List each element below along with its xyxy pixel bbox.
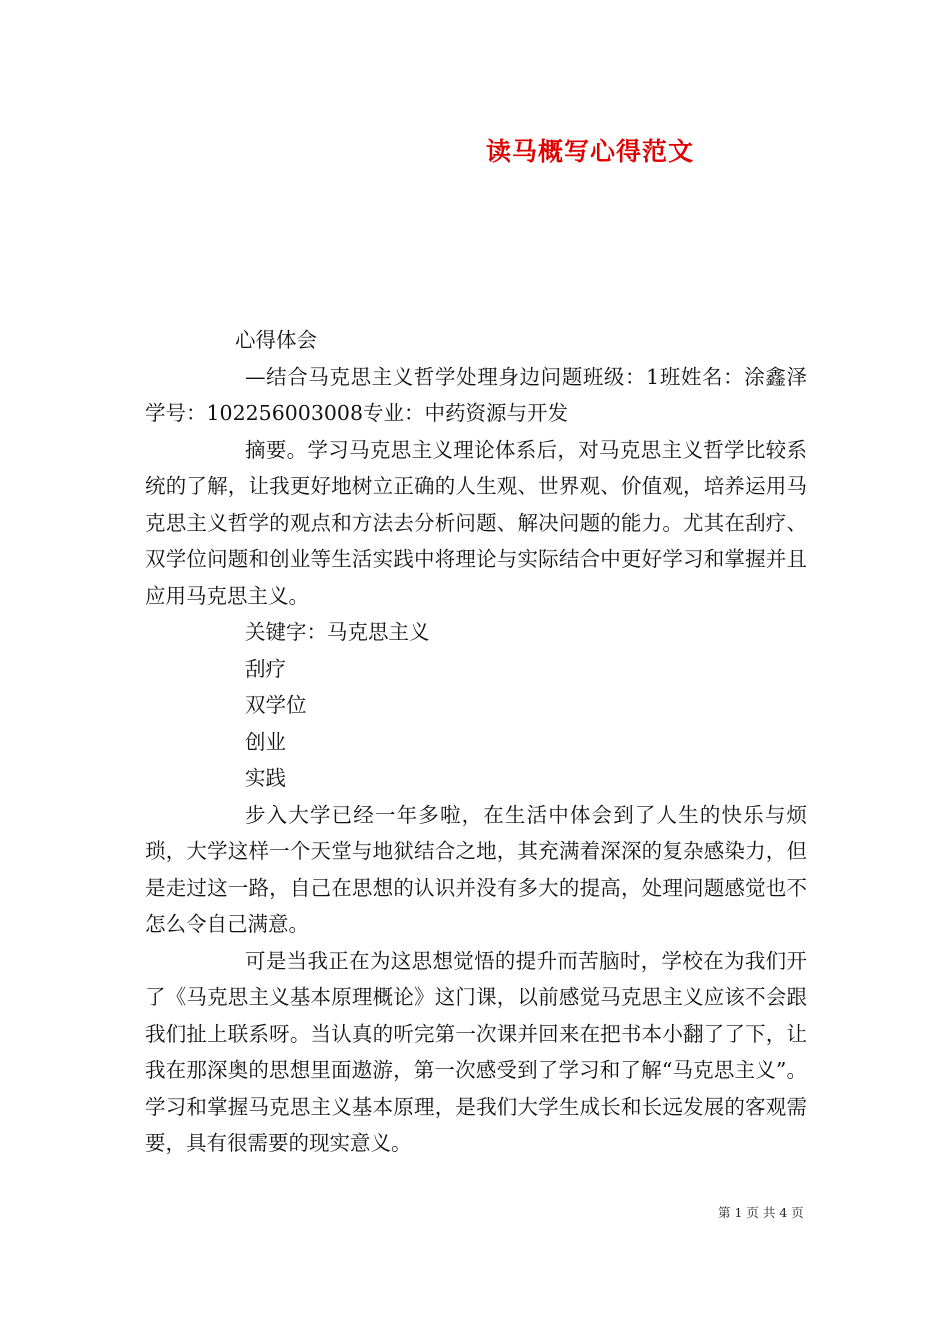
document-body (145, 322, 807, 1162)
keyword-item: 刮疗 (245, 656, 286, 681)
page-footer: 第 1 页 共 4 页 (718, 1205, 804, 1220)
keyword-item: 双学位 (245, 693, 307, 717)
abstract-paragraph: 摘要。学习马克思主义理论体系后，对马克思主义哲学比较系统的了解，让我更好地树立正确的人生观、世界观、价值观，培养运用马克思主义哲学的观点和方法去分析问题、解决问题的能力。尤其在刮疗、双学位问题和创业等生活实践中将理论与实际结合中更好学习和掌握并且应用马克思主义。 (145, 437, 807, 608)
keywords-label: 关键字：马克思主义 (245, 620, 430, 644)
keyword-item: 创业 (245, 729, 286, 754)
section-heading: 心得体会 (235, 328, 317, 352)
subtitle-paragraph: —结合马克思主义哲学处理身边问题班级：1班姓名：涂鑫泽学号：102256003008专业：中药资源与开发 (145, 364, 807, 425)
body-paragraph: 可是当我正在为这思想觉悟的提升而苦脑时，学校在为我们开了《马克思主义基本原理概论》这门课，以前感觉马克思主义应该不会跟我们扯上联系呀。当认真的听完第一次课并回来在把书本小翻了了下，让我在那深奥的思想里面遨游，第一次感受到了学习和了解“马克思主义”。学习和掌握马克思主义基本原理，是我们大学生成长和长远发展的客观需要，具有很需要的现实意义。 (145, 948, 807, 1155)
body-paragraph: 步入大学已经一年多啦，在生活中体会到了人生的快乐与烦琐，大学这样一个天堂与地狱结合之地，其充满着深深的复杂感染力，但是走过这一路，自己在思想的认识并没有多大的提高，处理问题感觉也不怎么令自己满意。 (145, 802, 807, 936)
document-title: 读马概写心得范文 (485, 137, 694, 166)
keyword-item: 实践 (245, 766, 286, 790)
